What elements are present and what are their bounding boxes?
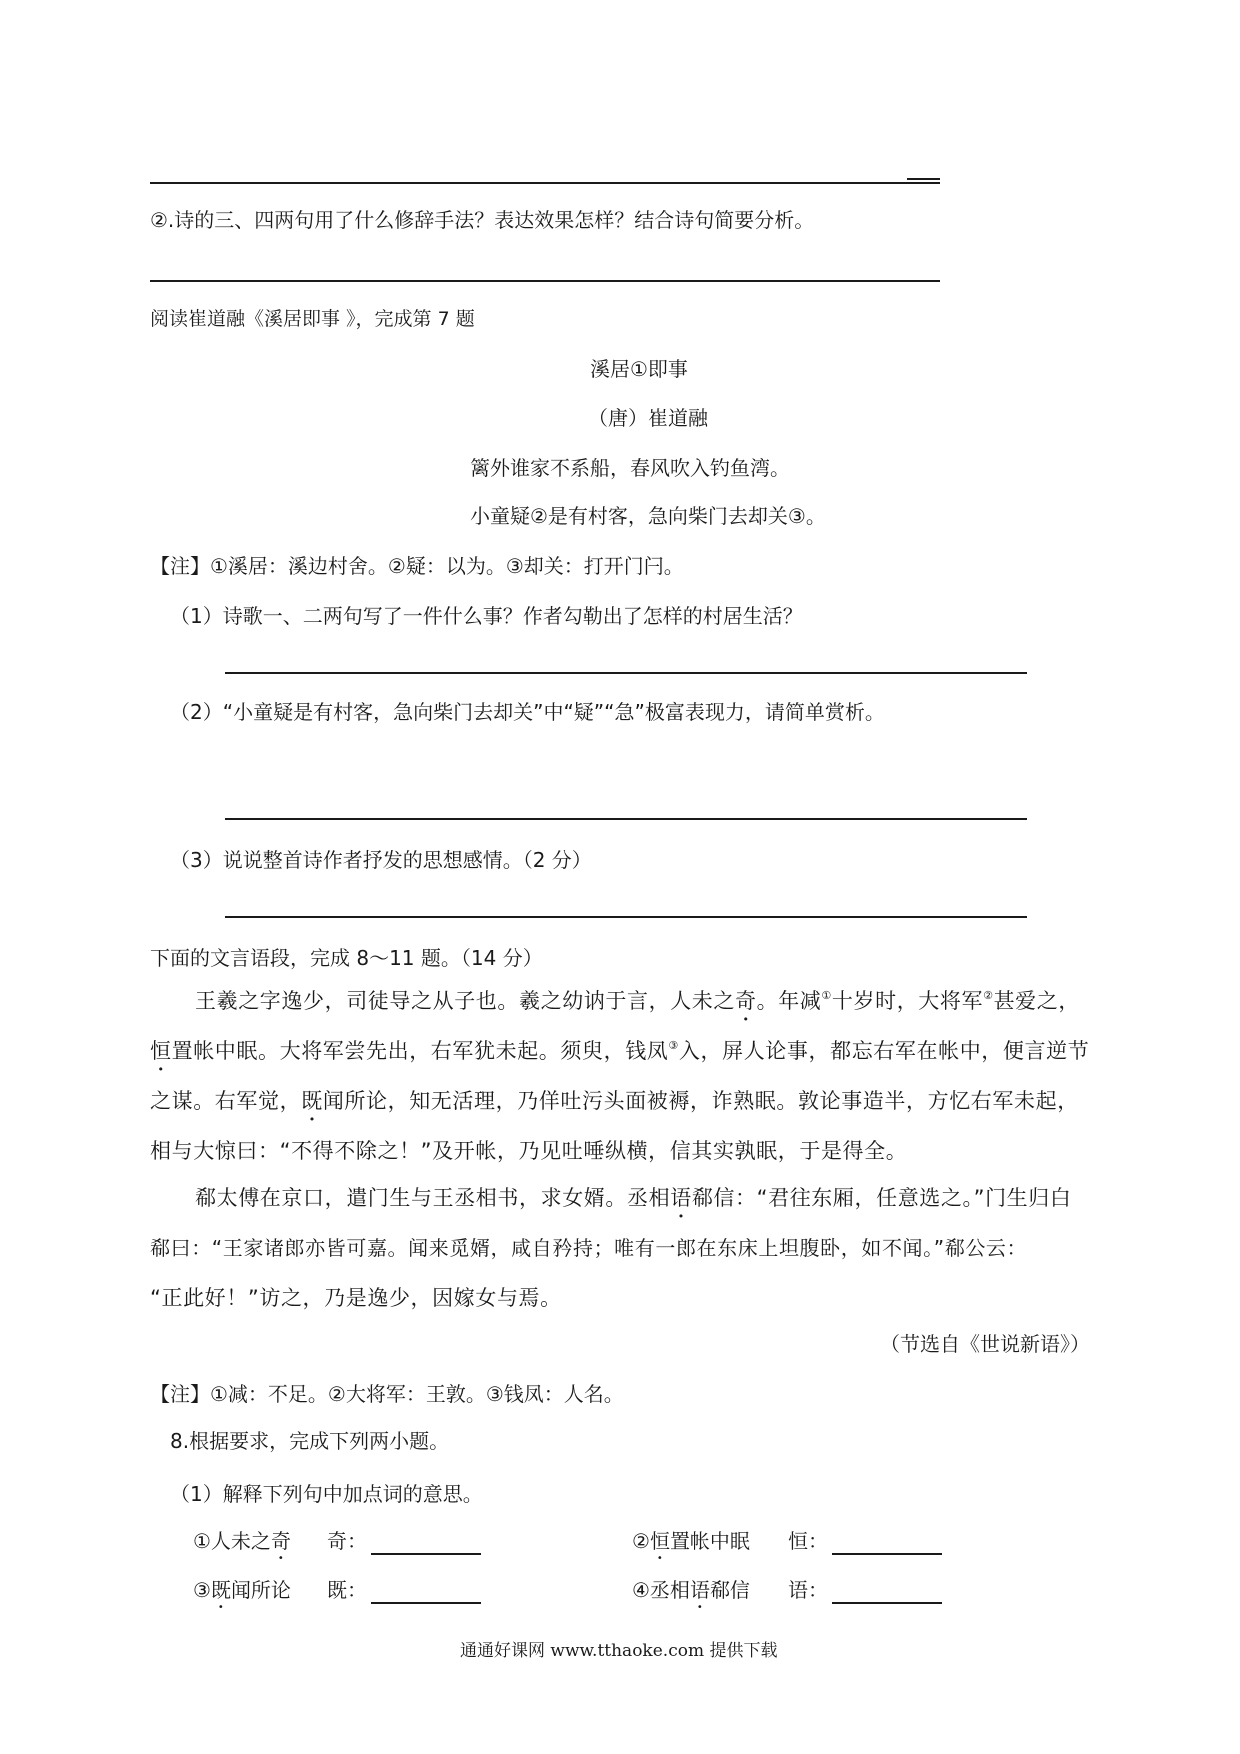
question-7-1: （1）诗歌一、二两句写了一件什么事？作者勾勒出了怎样的村居生活？ xyxy=(170,604,803,628)
vocab-item-label: 恒： xyxy=(788,1527,942,1555)
vocab-item: ④丞相语郗信 xyxy=(632,1578,750,1602)
question-8-title: 8.根据要求，完成下列两小题。 xyxy=(170,1429,450,1453)
answer-blank[interactable] xyxy=(832,1580,942,1604)
passage-source: （节选自《世说新语》） xyxy=(880,1332,1090,1356)
question-6-2: ②.诗的三、四两句用了什么修辞手法？表达效果怎样？结合诗句简要分析。 xyxy=(150,208,815,232)
poem-line-2: 小童疑②是有村客，急向柴门去却关③。 xyxy=(470,504,826,528)
answer-blank[interactable] xyxy=(832,1531,942,1555)
answer-line-tick xyxy=(907,178,940,180)
poem-title: 溪居①即事 xyxy=(590,357,688,381)
passage-line: 之谋。右军觉，既闻所论，知无活理，乃佯吐污头面被褥，诈熟眠。敦论事造半，方忆右军未起， xyxy=(150,1089,1079,1113)
passage-line: 恒置帐中眠。大将军尝先出，右军犹未起。须臾，钱凤③入，屏人论事，都忘右军在帐中，便言逆节 xyxy=(150,1039,1090,1063)
passage-line: 郗曰：“王家诸郎亦皆可嘉。闻来觅婿，咸自矜持；唯有一郎在东床上坦腹卧，如不闻。”郗公云： xyxy=(150,1236,1028,1260)
answer-line xyxy=(225,818,1027,820)
vocab-item: ③既闻所论 xyxy=(193,1578,291,1602)
vocab-item-label: 语： xyxy=(788,1576,942,1604)
poem-note: 【注】①溪居：溪边村舍。②疑：以为。③却关：打开门闩。 xyxy=(150,554,684,578)
passage-line: 王羲之字逸少，司徒导之从子也。羲之幼讷于言，人未之奇。年减①十岁时，大将军②甚爱之， xyxy=(195,989,1080,1013)
question-7-3: （3）说说整首诗作者抒发的思想感情。（2 分） xyxy=(170,848,592,872)
answer-line xyxy=(225,672,1027,674)
section-intro-q7: 阅读崔道融《溪居即事 》，完成第 7 题 xyxy=(150,308,475,330)
dotted-word: 语 xyxy=(670,1186,692,1210)
answer-line xyxy=(150,182,940,184)
answer-blank[interactable] xyxy=(371,1531,481,1555)
vocab-item-label: 奇： xyxy=(327,1527,481,1555)
question-8-1: （1）解释下列句中加点词的意思。 xyxy=(170,1482,483,1506)
dotted-word: 既 xyxy=(301,1089,323,1113)
answer-line xyxy=(150,280,940,282)
dotted-word: 奇 xyxy=(735,989,757,1013)
passage-line: 相与大惊曰：“不得不除之！”及开帐，乃见吐唾纵横，信其实孰眠，于是得全。 xyxy=(150,1139,908,1163)
vocab-item: ①人未之奇 xyxy=(193,1529,291,1553)
page-footer: 通通好课网 www.tthaoke.com 提供下载 xyxy=(460,1641,778,1661)
poem-author: （唐）崔道融 xyxy=(588,406,708,430)
question-7-2: （2）“小童疑是有村客，急向柴门去却关”中“疑”“急”极富表现力，请简单赏析。 xyxy=(170,700,885,724)
classical-intro: 下面的文言语段，完成 8～11 题。（14 分） xyxy=(150,946,543,970)
dotted-word: 恒 xyxy=(150,1039,172,1063)
passage-line: “正此好！”访之，乃是逸少，因嫁女与焉。 xyxy=(150,1286,562,1310)
passage-line: 郗太傅在京口，遣门生与王丞相书，求女婿。丞相语郗信：“君往东厢，任意选之。”门生归白 xyxy=(195,1186,1072,1210)
answer-line xyxy=(225,916,1027,918)
poem-line-1: 篱外谁家不系船，春风吹入钓鱼湾。 xyxy=(470,456,790,480)
vocab-item-label: 既： xyxy=(327,1576,481,1604)
answer-blank[interactable] xyxy=(371,1580,481,1604)
passage-note: 【注】①减：不足。②大将军：王敦。③钱凤：人名。 xyxy=(150,1382,624,1406)
vocab-item: ②恒置帐中眠 xyxy=(632,1529,750,1553)
